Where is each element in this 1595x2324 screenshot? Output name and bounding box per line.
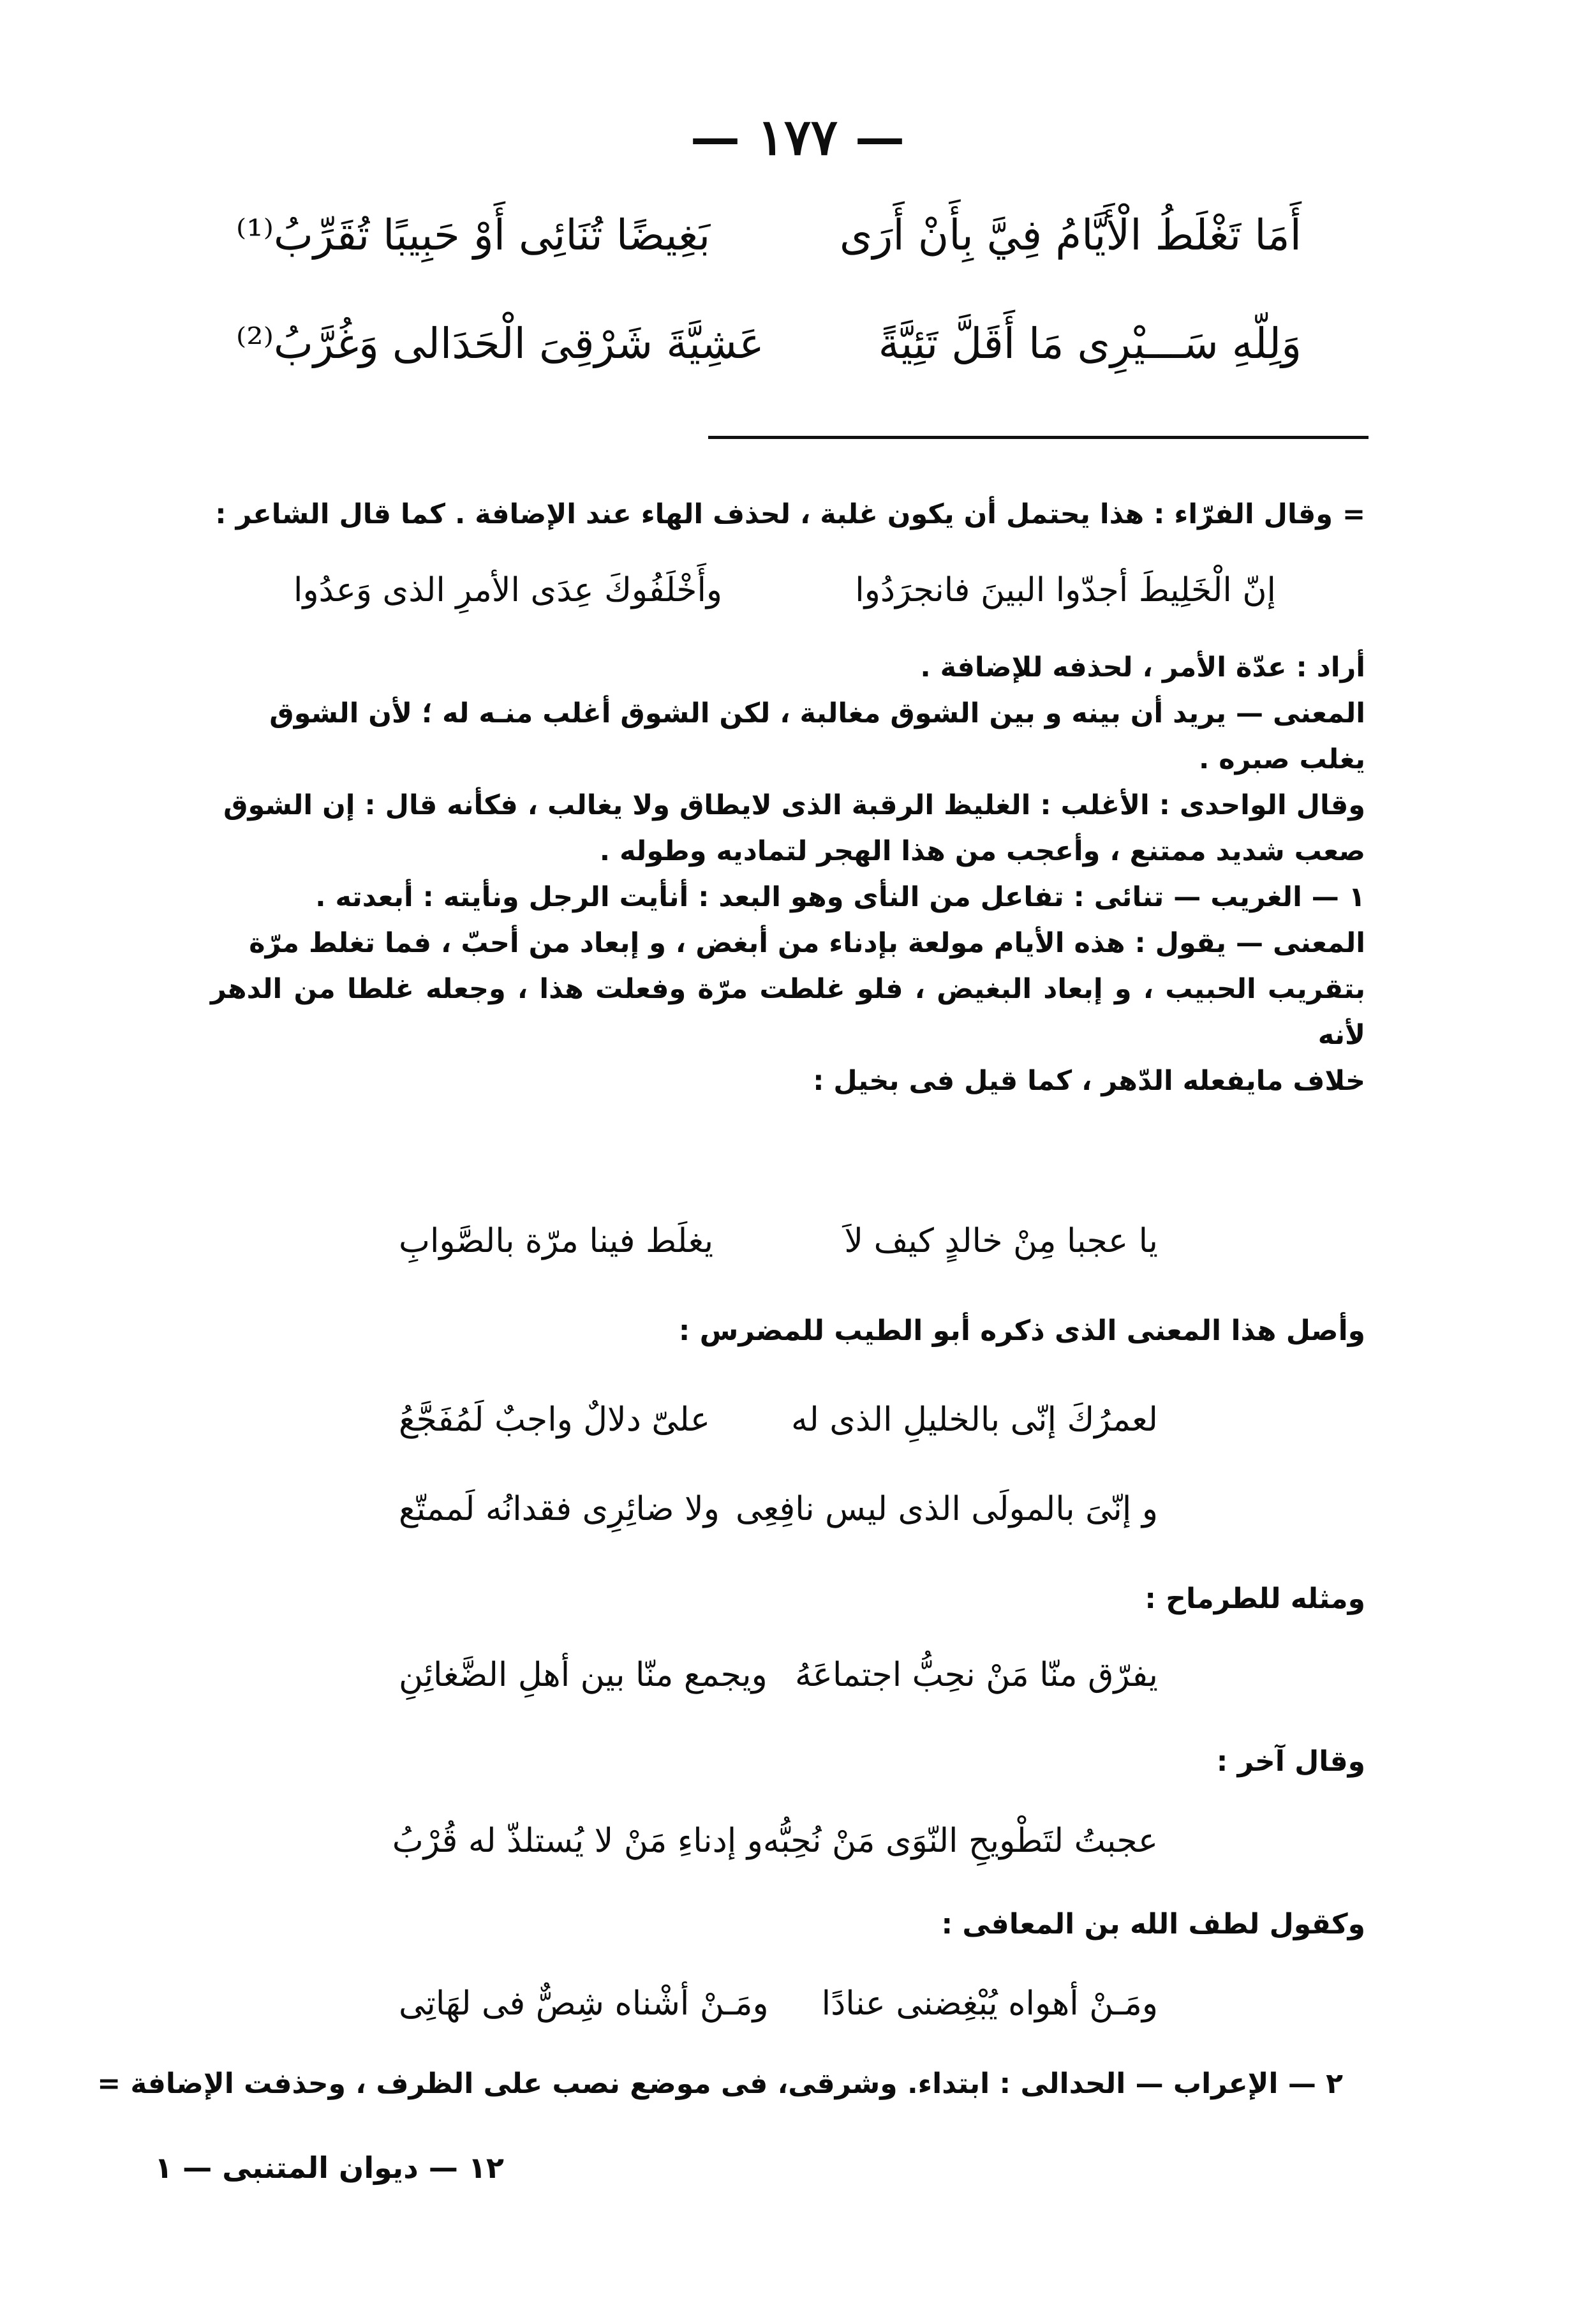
top-verse-1 bbox=[236, 211, 1302, 260]
top-verse-1-first-hemistich: أَمَا تَغْلَطُ الْأَيَّامُ فِيَّ بِأَنْ أَرَى bbox=[839, 211, 1302, 260]
separator-rule bbox=[708, 436, 1369, 439]
quoted-verse-2 bbox=[399, 1222, 1158, 1260]
quoted-verse-4-second-hemistich: ولا ضائِرِى فقدانُه لَممتّع bbox=[399, 1490, 720, 1528]
commentary-body: أراد : عدّة الأمر ، لحذفه للإضافة . المعنى — يريد أن بينه و بين الشوق مغالبة ، لكن الشوق أغلب منـه له ؛ لأن الشوق يغلب صبره . وقال الواحدى : الأغلب : الغليظ الرقبة الذى لايطاق ولا يغالب ، فكأنه قال : إن الشوق صعب شديد ممتنع ، وأعجب من هذا الهجر لتماديه وطوله . ١ — الغريب — تنائى : تفاعل من النأى وهو البعد : أنأيت الرجل ونأيته : أبعدته . المعنى — يقول : هذه الأيام مولعة بإدناء من أبغض ، و إبعاد من أحبّ ، فما تغلط مرّة بتقريب الحبيب ، و إبعاد البغيض ، فلو غلطت مرّة وفعلت هذا ، وجعله غلطا من الدهر لأنه خلاف مايفعله الدّهر ، كما قيل فى بخيل : bbox=[211, 652, 1365, 1097]
quoted-verse-7-first-hemistich: ومَـنْ أهواه يُبْغِضنى عنادًا bbox=[821, 1985, 1158, 2023]
quoted-verse-1-second-hemistich: وأَخْلَفُوكَ عِدَى الأمرِ الذى وَعدُوا bbox=[293, 571, 723, 609]
quoted-verse-1 bbox=[293, 571, 1276, 609]
commentary-tirimmah: ومثله للطرماح : bbox=[1145, 1583, 1365, 1615]
commentary-mudarris: وأصل هذا المعنى الذى ذكره أبو الطيب للمضرس : bbox=[678, 1315, 1365, 1347]
top-verse-2-second-hemistich: عَشِيَّةَ شَرْقِىَ الْحَدَالى وَغُرَّبُ⁽²⁾ bbox=[236, 319, 764, 368]
top-verse-2 bbox=[236, 319, 1302, 368]
quoted-verse-4-first-hemistich: و إنّىَ بالمولَى الذى ليس نافِعِى bbox=[735, 1490, 1158, 1528]
commentary-grammar-note: ٢ — الإعراب — الحدالى : ابتداء. وشرقى، فى موضع نصب على الظرف ، وحذفت الإضافة = bbox=[97, 2067, 1343, 2100]
top-verse-1-second-hemistich: بَغِيضًا تُنَائِى أَوْ حَبِيبًا تُقَرِّبُ⁽¹⁾ bbox=[236, 211, 711, 260]
commentary-lutf-allah: وكقول لطف الله بن المعافى : bbox=[941, 1908, 1365, 1940]
commentary-intro: = وقال الفرّاء : هذا يحتمل أن يكون غلبة ، لحذف الهاء عند الإضافة . كما قال الشاعر : bbox=[215, 498, 1365, 530]
quoted-verse-5 bbox=[399, 1656, 1158, 1694]
quoted-verse-3-second-hemistich: علىّ دلالٌ واجبٌ لَمُفَجَّعُ bbox=[399, 1401, 710, 1439]
quoted-verse-4 bbox=[399, 1490, 1158, 1528]
page-footer: ١٢ — ديوان المتنبى — ١ bbox=[154, 2150, 504, 2185]
quoted-verse-7-second-hemistich: ومَـنْ أشْناه شِصٌّ فى لهَاتِى bbox=[399, 1985, 769, 2023]
quoted-verse-1-first-hemistich: إنّ الْخَلِيطَ أجدّوا البينَ فانجرَدُوا bbox=[855, 571, 1276, 609]
quoted-verse-3-first-hemistich: لعمرُكَ إنّى بالخليلِ الذى له bbox=[791, 1401, 1158, 1439]
quoted-verse-6-first-hemistich: عجبتُ لتَطْويحِ النّوَى مَنْ نُحِبُّه bbox=[762, 1822, 1158, 1860]
quoted-verse-6-second-hemistich: و إدناءِ مَنْ لا يُستلذّ له قُرْبُ bbox=[392, 1822, 763, 1860]
quoted-verse-2-second-hemistich: يغلَط فينا مرّة بالصَّوابِ bbox=[399, 1222, 714, 1260]
quoted-verse-6 bbox=[392, 1822, 1158, 1860]
quoted-verse-5-second-hemistich: ويجمع منّا بين أهلِ الضَّغائِنِ bbox=[399, 1656, 768, 1694]
quoted-verse-3 bbox=[399, 1401, 1158, 1439]
quoted-verse-5-first-hemistich: يفرّق منّا مَنْ نحِبُّ اجتماعَهُ bbox=[795, 1656, 1158, 1694]
top-verse-2-first-hemistich: وَلِلّهِ سَـــيْرِى مَا أَقَلَّ تَئِيَّةً bbox=[878, 319, 1302, 368]
page-number: — ١٧٧ — bbox=[690, 108, 905, 167]
quoted-verse-2-first-hemistich: يا عجبا مِنْ خالدٍ كيف لاَ bbox=[844, 1222, 1158, 1260]
commentary-another: وقال آخر : bbox=[1216, 1745, 1365, 1778]
quoted-verse-7 bbox=[399, 1985, 1158, 2023]
